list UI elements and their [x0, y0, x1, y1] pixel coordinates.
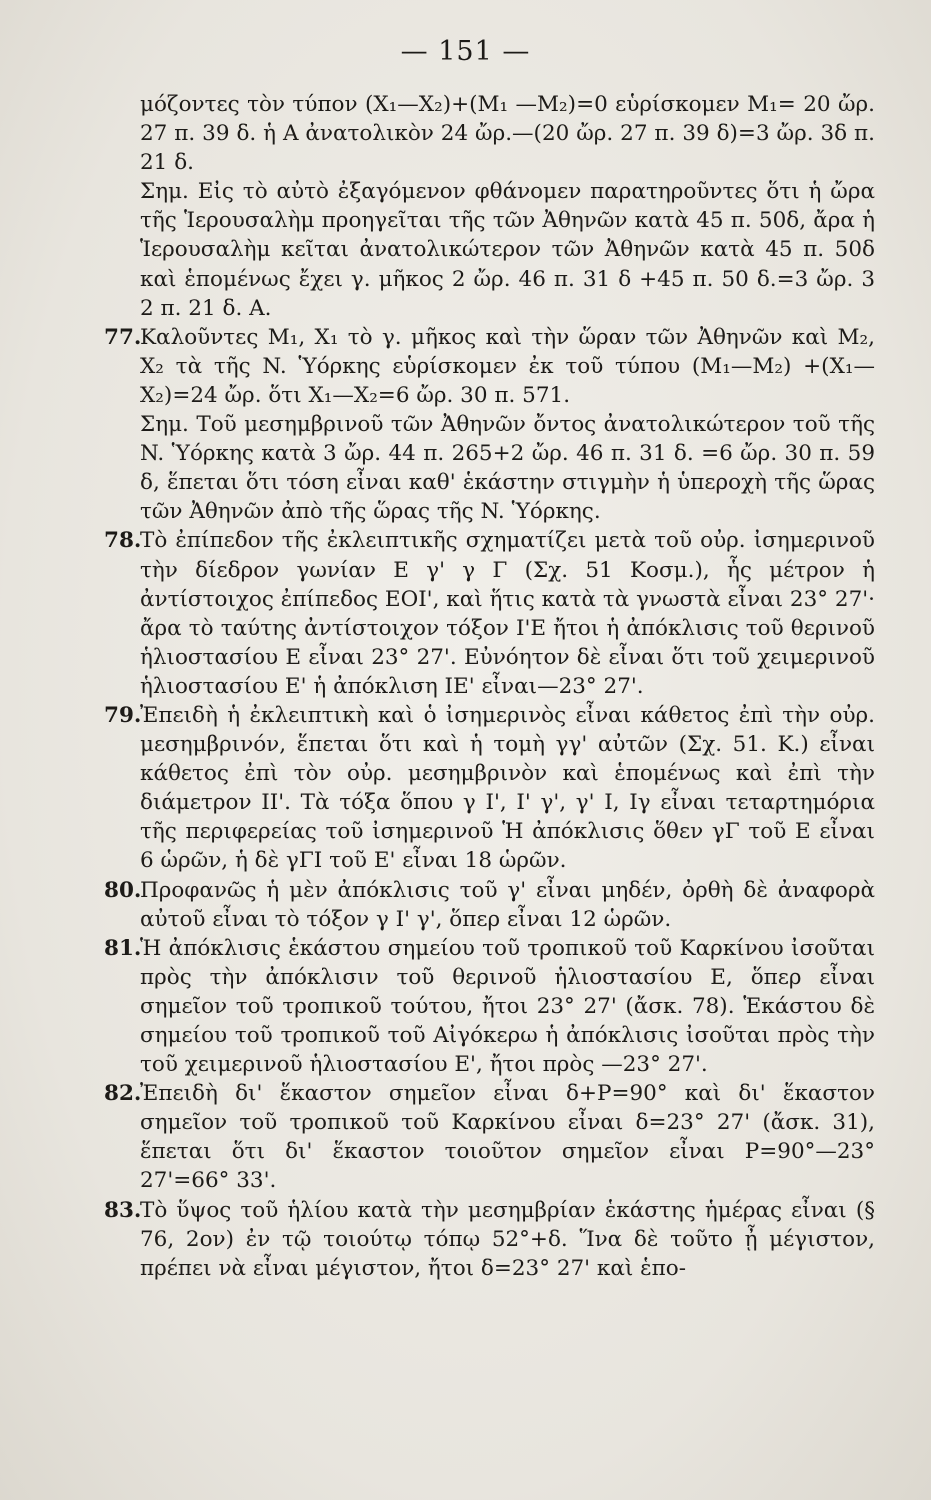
paragraph-number: 82.: [104, 1081, 142, 1107]
paragraph-number: 80.: [104, 877, 142, 903]
paragraph-text: Καλοῦντες M₁, X₁ τὸ γ. μῆκος καὶ τὴν ὥραν τῶν Ἀθηνῶν καὶ M₂, X₂ τὰ τῆς N. Ὑόρκης εὑρίσκομεν ἐκ τοῦ τύπου (M₁—M₂) +(X₁—X₂)=24 ὤρ. ὅτι X₁—X₂=6 ὤρ. 30 π. 571.: [140, 324, 875, 408]
paragraph-79: [104, 701, 875, 876]
paragraph-note: [140, 177, 875, 322]
paragraph-text: Σημ. Τοῦ μεσημβρινοῦ τῶν Ἀθηνῶν ὄντος ἀνατολικώτερον τοῦ τῆς N. Ὑόρκης κατὰ 3 ὤρ. 44 π. 265+2 ὤρ. 46 π. 31 δ. =6 ὤρ. 30 π. 59 δ, ἕπεται ὅτι τόση εἶναι καθ' ἑκάστην στιγμὴν ἡ ὑπεροχὴ τῆς ὥρας τῶν Ἀθηνῶν ἀπὸ τῆς ὥρας τῆς N. Ὑόρκης.: [140, 412, 875, 525]
paragraph-number: 79.: [104, 702, 142, 728]
paragraph-text: Σημ. Εἰς τὸ αὐτὸ ἐξαγόμενον φθάνομεν παρατηροῦντες ὅτι ἡ ὤρα τῆς Ἱερουσαλὴμ προηγεῖται τῆς τῶν Ἀθηνῶν κατὰ 45 π. 50δ, ἄρα ἡ Ἱερουσαλὴμ κεῖται ἀνατολικώτερον τῶν Ἀθηνῶν κατὰ 45 π. 50δ καὶ ἑπομένως ἔχει γ. μῆκος 2 ὤρ. 46 π. 31 δ +45 π. 50 δ.=3 ὤρ. 3 2 π. 21 δ. A.: [140, 179, 875, 321]
paragraph-77: [104, 323, 875, 410]
paragraph-note-2: [140, 410, 875, 526]
paragraph-continuation: [140, 90, 875, 177]
paragraph-80: [104, 876, 875, 934]
paragraph-number: 81.: [104, 935, 142, 961]
paragraph-text: Προφανῶς ἡ μὲν ἀπόκλισις τοῦ γ' εἶναι μηδέν, ὀρθὴ δὲ ἀναφορὰ αὐτοῦ εἶναι τὸ τόξον γ Ι' γ', ὅπερ εἶναι 12 ὡρῶν.: [140, 877, 875, 932]
page-number: — 151 —: [400, 36, 531, 67]
paragraph-text: Τὸ ὕψος τοῦ ἡλίου κατὰ τὴν μεσημβρίαν ἑκάστης ἡμέρας εἶναι (§ 76, 2ον) ἐν τῷ τοιούτῳ τόπῳ 52°+δ. Ἵνα δὲ τοῦτο ᾖ μέγιστον, πρέπει νὰ εἶναι μέγιστον, ἤτοι δ=23° 27' καὶ ἑπο-: [140, 1197, 875, 1281]
body-text: [104, 90, 875, 1283]
paragraph-text: Τὸ ἐπίπεδον τῆς ἐκλειπτικῆς σχηματίζει μετὰ τοῦ οὐρ. ἰσημερινοῦ τὴν δίεδρον γωνίαν E γ' γ Γ (Σχ. 51 Κοσμ.), ἧς μέτρον ἡ ἀντίστοιχος ἐπίπεδος ΕΟΙ', καὶ ἥτις κατὰ τὰ γνωστὰ εἶναι 23° 27'· ἄρα τὸ ταύτης ἀντίστοιχον τόξον Ι'Ε ἤτοι ἡ ἀπόκλισις τοῦ θερινοῦ ἡλιοστασίου Ε εἶναι 23° 27'. Εὐνόητον δὲ εἶναι ὅτι τοῦ χειμερινοῦ ἡλιοστασίου Ε' ἡ ἀπόκλιση ΙΕ' εἶναι—23° 27'.: [140, 528, 875, 699]
paragraph-number: 78.: [104, 528, 142, 554]
paragraph-78: [104, 526, 875, 701]
paragraph-number: 77.: [104, 324, 142, 350]
paragraph-82: [104, 1079, 875, 1195]
paragraph-text: Ἐπειδὴ δι' ἕκαστον σημεῖον εἶναι δ+P=90° καὶ δι' ἕκαστον σημεῖον τοῦ τροπικοῦ τοῦ Καρκίνου εἶναι δ=23° 27' (ἄσκ. 31), ἕπεται ὅτι δι' ἕκαστον τοιοῦτον σημεῖον εἶναι P=90°—23° 27'=66° 33'.: [140, 1081, 875, 1194]
paragraph-text: Ἡ ἀπόκλισις ἑκάστου σημείου τοῦ τροπικοῦ τοῦ Καρκίνου ἰσοῦται πρὸς τὴν ἀπόκλισιν τοῦ θερινοῦ ἡλιοστασίου Ε, ὅπερ εἶναι σημεῖον τοῦ τροπικοῦ τούτου, ἤτοι 23° 27' (ἄσκ. 78). Ἑκάστου δὲ σημείου τοῦ τροπικοῦ τοῦ Αἰγόκερω ἡ ἀπόκλισις ἰσοῦται πρὸς τὴν τοῦ χειμερινοῦ ἡλιοστασίου Ε', ἤτοι πρὸς —23° 27'.: [140, 935, 875, 1078]
paragraph-text: μόζοντες τὸν τύπον (X₁—X₂)+(M₁ —M₂)=0 εὑρίσκομεν M₁= 20 ὤρ. 27 π. 39 δ. ἡ Α ἀνατολικὸν 24 ὤρ.—(20 ὤρ. 27 π. 39 δ)=3 ὤρ. 3δ π. 21 δ.: [140, 92, 875, 176]
paragraph-81: [104, 934, 875, 1079]
paragraph-number: 83.: [104, 1197, 142, 1223]
paragraph-83: [104, 1196, 875, 1283]
paragraph-text: Ἐπειδὴ ἡ ἐκλειπτικὴ καὶ ὁ ἰσημερινὸς εἶναι κάθετος ἐπὶ τὴν οὐρ. μεσημβρινόν, ἕπεται ὅτι καὶ ἡ τομὴ γγ' αὐτῶν (Σχ. 51. Κ.) εἶναι κάθετος ἐπὶ τὸν οὐρ. μεσημβρινὸν καὶ ἑπομένως καὶ ἐπὶ τὴν διάμετρον ΙΙ'. Τὰ τόξα ὅπου γ Ι', Ι' γ', γ' Ι, Ιγ εἶναι τεταρτημόρια τῆς περιφερείας τοῦ ἰσημερινοῦ Ἡ ἀπόκλισις ὅθεν γΓ τοῦ Ε εἶναι 6 ὡρῶν, ἡ δὲ γΓΙ τοῦ Ε' εἶναι 18 ὡρῶν.: [140, 702, 875, 874]
